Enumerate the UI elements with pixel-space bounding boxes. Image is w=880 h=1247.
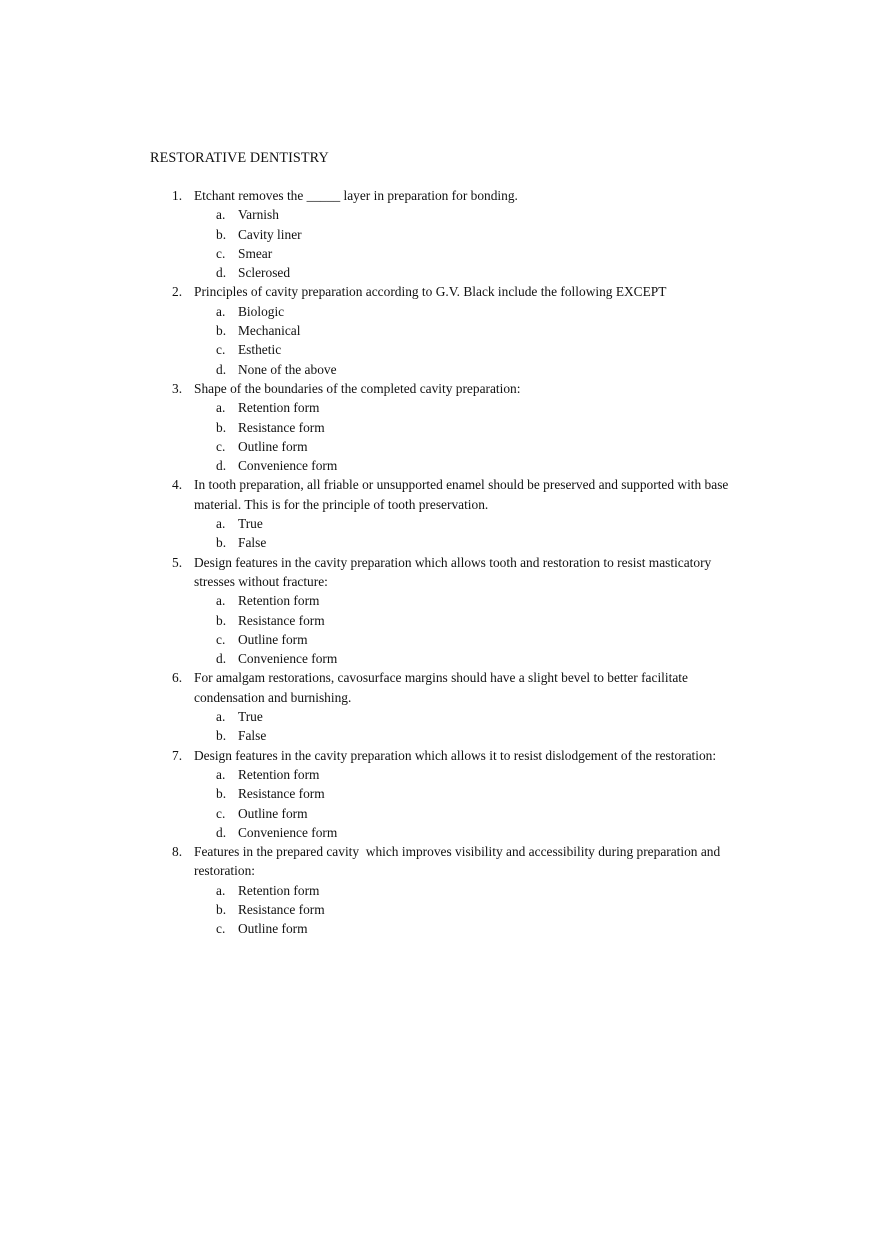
option-item bbox=[194, 533, 730, 552]
option-text: Outline form bbox=[238, 921, 308, 937]
question-number: 6. bbox=[172, 670, 183, 686]
option-text: Resistance form bbox=[238, 419, 325, 435]
question-item bbox=[150, 282, 730, 378]
question-text: Features in the prepared cavity which improves visibility and accessibility during preparation and restoration: bbox=[194, 844, 724, 879]
option-text: Retention form bbox=[238, 882, 320, 898]
question-text: Principles of cavity preparation according to G.V. Black include the following EXCEPT bbox=[194, 284, 667, 300]
question-item bbox=[150, 668, 730, 745]
option-item bbox=[194, 205, 730, 224]
option-item bbox=[194, 611, 730, 630]
option-text: Mechanical bbox=[238, 323, 301, 339]
option-letter: c. bbox=[216, 438, 226, 454]
option-letter: b. bbox=[216, 226, 227, 242]
question-item bbox=[150, 842, 730, 938]
option-letter: b. bbox=[216, 786, 227, 802]
question-item bbox=[150, 746, 730, 842]
option-item bbox=[194, 456, 730, 475]
option-text: Outline form bbox=[238, 805, 308, 821]
option-letter: a. bbox=[216, 516, 226, 532]
option-letter: b. bbox=[216, 901, 227, 917]
question-list bbox=[150, 186, 730, 939]
question-item bbox=[150, 553, 730, 669]
option-letter: b. bbox=[216, 419, 227, 435]
option-item bbox=[194, 437, 730, 456]
option-letter: d. bbox=[216, 824, 227, 840]
option-text: Biologic bbox=[238, 303, 285, 319]
question-text: Design features in the cavity preparation which allows it to resist dislodgement of the restoration: bbox=[194, 747, 717, 763]
option-list bbox=[194, 514, 730, 553]
question-text: Shape of the boundaries of the completed cavity preparation: bbox=[194, 380, 521, 396]
option-letter: d. bbox=[216, 458, 227, 474]
option-item bbox=[194, 340, 730, 359]
option-list bbox=[194, 591, 730, 668]
option-list bbox=[194, 398, 730, 475]
option-item bbox=[194, 514, 730, 533]
option-letter: b. bbox=[216, 323, 227, 339]
option-item bbox=[194, 263, 730, 282]
question-item bbox=[150, 475, 730, 552]
option-letter: a. bbox=[216, 766, 226, 782]
option-text: Retention form bbox=[238, 400, 320, 416]
option-text: Convenience form bbox=[238, 651, 338, 667]
question-item bbox=[150, 186, 730, 282]
option-item bbox=[194, 321, 730, 340]
question-number: 8. bbox=[172, 844, 183, 860]
option-list bbox=[194, 707, 730, 746]
option-item bbox=[194, 630, 730, 649]
option-letter: a. bbox=[216, 882, 226, 898]
option-text: Resistance form bbox=[238, 612, 325, 628]
option-item bbox=[194, 784, 730, 803]
option-letter: c. bbox=[216, 921, 226, 937]
option-item bbox=[194, 804, 730, 823]
option-text: None of the above bbox=[238, 361, 337, 377]
question-number: 3. bbox=[172, 380, 183, 396]
question-item bbox=[150, 379, 730, 475]
option-text: Outline form bbox=[238, 438, 308, 454]
option-text: Varnish bbox=[238, 207, 279, 223]
option-item bbox=[194, 726, 730, 745]
option-letter: a. bbox=[216, 593, 226, 609]
option-text: Cavity liner bbox=[238, 226, 302, 242]
option-item bbox=[194, 591, 730, 610]
option-letter: a. bbox=[216, 400, 226, 416]
option-letter: c. bbox=[216, 342, 226, 358]
option-letter: a. bbox=[216, 207, 226, 223]
option-text: Outline form bbox=[238, 631, 308, 647]
page-title: RESTORATIVE DENTISTRY bbox=[150, 150, 329, 166]
option-text: False bbox=[238, 728, 267, 744]
option-item bbox=[194, 244, 730, 263]
option-text: Convenience form bbox=[238, 458, 338, 474]
option-text: True bbox=[238, 516, 263, 532]
option-letter: d. bbox=[216, 651, 227, 667]
option-list bbox=[194, 765, 730, 842]
option-text: Retention form bbox=[238, 766, 320, 782]
option-item bbox=[194, 649, 730, 668]
question-number: 1. bbox=[172, 188, 183, 203]
option-letter: c. bbox=[216, 245, 226, 261]
option-item bbox=[194, 707, 730, 726]
option-item bbox=[194, 765, 730, 784]
option-text: Sclerosed bbox=[238, 265, 291, 281]
option-item bbox=[194, 398, 730, 417]
option-text: False bbox=[238, 535, 267, 551]
option-item bbox=[194, 302, 730, 321]
option-text: Resistance form bbox=[238, 786, 325, 802]
option-text: Esthetic bbox=[238, 342, 282, 358]
option-list bbox=[194, 205, 730, 282]
question-text: For amalgam restorations, cavosurface margins should have a slight bevel to better facilitate condensation and burnishing. bbox=[194, 670, 688, 705]
option-letter: d. bbox=[216, 361, 227, 377]
option-item bbox=[194, 418, 730, 437]
option-item bbox=[194, 823, 730, 842]
option-letter: b. bbox=[216, 612, 227, 628]
option-text: Retention form bbox=[238, 593, 320, 609]
option-text: Convenience form bbox=[238, 824, 338, 840]
question-number: 4. bbox=[172, 477, 183, 493]
option-letter: b. bbox=[216, 535, 227, 551]
option-list bbox=[194, 302, 730, 379]
option-item bbox=[194, 919, 730, 938]
option-letter: c. bbox=[216, 631, 226, 647]
question-text: Design features in the cavity preparation which allows tooth and restoration to resist masticatory stresses without fracture: bbox=[194, 554, 712, 589]
question-text: Etchant removes the _____ layer in preparation for bonding. bbox=[194, 188, 518, 203]
option-list bbox=[194, 881, 730, 939]
question-number: 2. bbox=[172, 284, 183, 300]
option-letter: d. bbox=[216, 265, 227, 281]
option-text: Smear bbox=[238, 245, 273, 261]
option-item bbox=[194, 360, 730, 379]
question-text: In tooth preparation, all friable or unsupported enamel should be preserved and supported with base material. This is for the principle of tooth preservation. bbox=[194, 477, 729, 512]
option-item bbox=[194, 881, 730, 900]
option-letter: a. bbox=[216, 709, 226, 725]
option-text: True bbox=[238, 709, 263, 725]
option-letter: b. bbox=[216, 728, 227, 744]
question-number: 7. bbox=[172, 747, 183, 763]
option-text: Resistance form bbox=[238, 901, 325, 917]
option-letter: a. bbox=[216, 303, 226, 319]
option-letter: c. bbox=[216, 805, 226, 821]
option-item bbox=[194, 225, 730, 244]
question-number: 5. bbox=[172, 554, 183, 570]
option-item bbox=[194, 900, 730, 919]
